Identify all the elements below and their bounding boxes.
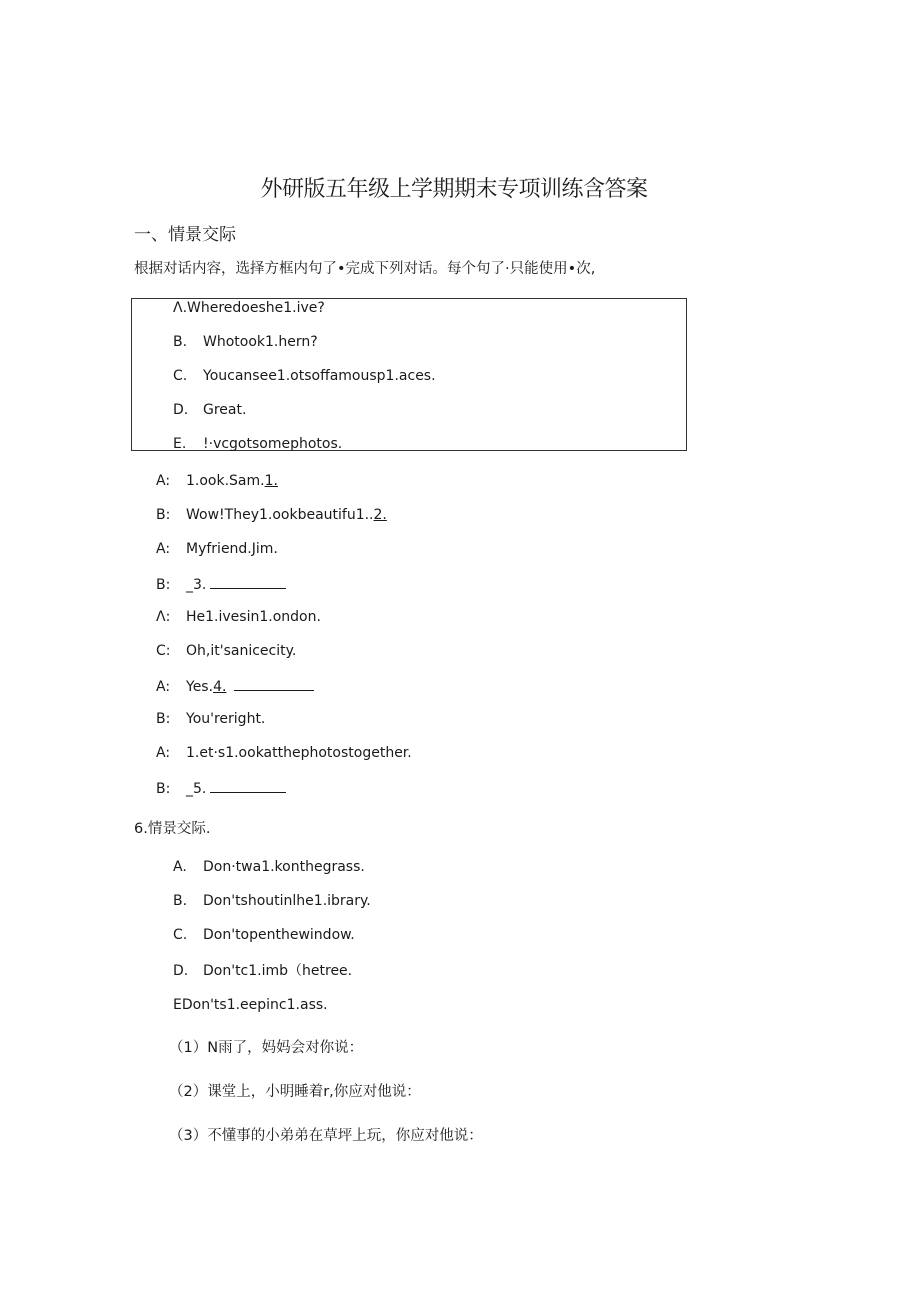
section6-option-b: B. Don'tshoutinlhe1.ibrary. (173, 893, 371, 909)
section6-option-c: C. Don'topenthewindow. (173, 927, 355, 943)
dialogue-line-8: B: You'reright. (156, 711, 266, 727)
dialogue-line-1: A: 1.ook.Sam.1. (156, 473, 278, 489)
options-box (131, 298, 687, 451)
section-heading-situational: 一、情景交际 (134, 225, 236, 245)
question-1: （1）N雨了，妈妈会对你说： (169, 1040, 364, 1056)
dialogue-line-3: A: Myfriend.Jim. (156, 541, 278, 557)
answer-blank-3[interactable] (210, 575, 286, 589)
dialogue-line-2: B: Wow!They1.ookbeautifu1..2. (156, 507, 387, 523)
dialogue-line-7: A: Yes.4. (156, 677, 314, 695)
box-option-b: B. Whotook1.hern? (173, 334, 318, 350)
instruction-text: 根据对话内容，选择方框内句了•完成下列对话。每个句了·只能使用•次, (134, 261, 596, 277)
section6-heading: 6.情景交际. (134, 821, 211, 837)
box-option-d: D. Great. (173, 402, 247, 418)
answer-blank-4[interactable] (234, 677, 314, 691)
section6-option-e: EDon'ts1.eepinc1.ass. (173, 997, 328, 1013)
dialogue-line-5: Λ: He1.ivesin1.ondon. (156, 609, 321, 625)
page-title: 外研版五年级上学期期末专项训练含答案 (260, 177, 648, 202)
question-2: （2）课堂上，小明睡着r,你应对他说： (169, 1084, 421, 1100)
dialogue-line-6: C: Oh,it'sanicecity. (156, 643, 297, 659)
blank-4-label: 4. (213, 679, 227, 695)
answer-blank-5[interactable] (210, 779, 286, 793)
dialogue-line-10: B: _5. (156, 779, 286, 797)
section6-option-d: D. Don'tc1.imb（hetree. (173, 963, 353, 979)
section6-option-a: A. Don·twa1.konthegrass. (173, 859, 365, 875)
box-option-c: C. Youcansee1.otsoffamousp1.aces. (173, 368, 436, 384)
blank-1-label: 1. (264, 473, 278, 489)
question-3: （3）不懂事的小弟弟在草坪上玩，你应对他说： (169, 1128, 483, 1144)
blank-2-label: 2. (373, 507, 387, 523)
box-option-e: E. !·vcgotsomephotos. (173, 436, 343, 452)
box-option-a: Λ.Wheredoeshe1.ive? (173, 300, 325, 316)
dialogue-line-4: B: _3. (156, 575, 286, 593)
dialogue-line-9: A: 1.et·s1.ookatthephotostogether. (156, 745, 412, 761)
